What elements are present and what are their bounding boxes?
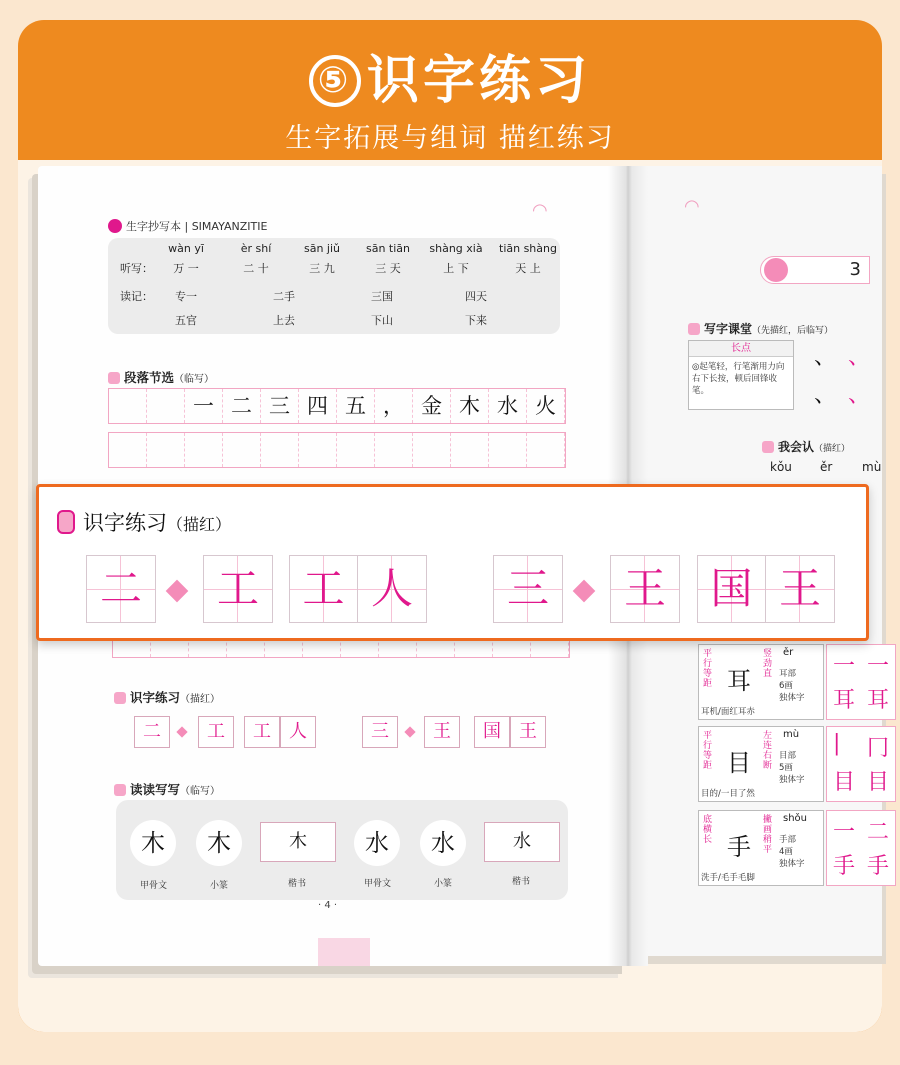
word-text: 下来 [465, 314, 487, 327]
hanzi-text: 三 九 [309, 262, 335, 275]
hanzi-text: 上 下 [443, 262, 469, 275]
practice-grid-empty [108, 432, 566, 468]
read-label: 读记： [120, 290, 153, 303]
trace-box-pair [697, 555, 835, 623]
pencil-icon [114, 784, 126, 796]
trace-box [203, 555, 273, 623]
char-card: 平行等距 耳 竖劲直 ěr 耳部 6画 独体字 耳机/面红耳赤 [698, 644, 824, 720]
word-text: 五官 [175, 314, 197, 327]
caption: 小篆 [210, 881, 229, 891]
word-text: 专一 [175, 290, 197, 303]
page-tab [318, 938, 370, 966]
logo-icon [108, 219, 122, 233]
grid-cell: 五 [337, 389, 375, 423]
trace-column: | 冂 目 目 [826, 726, 896, 802]
diamond-icon [573, 580, 596, 603]
caption: 甲骨文 [140, 881, 168, 891]
trace-char: 王 [766, 556, 834, 622]
banner-number: ⑤ [309, 55, 361, 107]
paragraph-title: 段落节选（临写） [108, 368, 214, 386]
practice-grid [108, 388, 566, 424]
mini-char: 人 [280, 716, 316, 748]
zoom-callout [36, 484, 869, 641]
mini-char: 王 [510, 716, 546, 748]
caption: 楷书 [288, 879, 307, 889]
grid-cell: 金 [413, 389, 451, 423]
trace-char: 王 [611, 556, 679, 622]
writing-class-title: 写字课堂（先描红，后临写） [688, 320, 833, 337]
trace-box [86, 555, 156, 623]
stroke-sample: 、 [814, 383, 837, 408]
right-page-number: 3 [760, 256, 870, 284]
page-number: · 4 · [318, 900, 338, 911]
grid-cell: ， [375, 389, 413, 423]
hanzi-text: 天 上 [515, 262, 541, 275]
trace-char: 工 [204, 556, 272, 622]
banner-title [0, 38, 900, 113]
trace-char: 国 [698, 556, 766, 622]
banner-subtitle: 生字拓展与组词 描红练习 [285, 123, 615, 154]
hanzi-text: 万 一 [173, 262, 199, 275]
header-en: SIMAYANZITIE [191, 220, 268, 233]
char-card: 底横长 手 撇画稍平 shǒu 手部 4画 独体字 洗手/毛手毛脚 [698, 810, 824, 886]
rainbow-icon: ◠ [684, 196, 700, 217]
grid-cell: 四 [299, 389, 337, 423]
mini-char: 三 [362, 716, 398, 748]
mini-char: 二 [134, 716, 170, 748]
trace-column: 一 二 手 手 [826, 810, 896, 886]
grid-cell: 火 [527, 389, 565, 423]
recognize-title: 我会认（描红） [762, 438, 850, 455]
caption: 小篆 [434, 879, 453, 889]
pencil-icon [762, 441, 774, 453]
stroke-desc: ◎起笔轻，行笔渐用力向右下长按，顿后回锋收笔。 [692, 362, 785, 396]
grid-cell: 三 [261, 389, 299, 423]
diamond-icon [166, 580, 189, 603]
stroke-trace: 、 [848, 383, 871, 408]
trace-char: 二 [87, 556, 155, 622]
pinyin-text: ěr [820, 460, 833, 474]
pinyin-text: mù [862, 460, 882, 474]
stroke-card [688, 340, 794, 410]
mini-char: 国 [474, 716, 510, 748]
trace-box [610, 555, 680, 623]
caption: 楷书 [512, 877, 531, 887]
pinyin-section [108, 238, 560, 334]
word-text: 三国 [371, 290, 393, 303]
pinyin-text: kǒu [770, 460, 792, 474]
trace-char: 人 [358, 556, 426, 622]
mini-char: 王 [424, 716, 460, 748]
mini-char: 工 [198, 716, 234, 748]
callout-title: 识字练习（描红） [57, 507, 231, 537]
oracle-glyph: 木 [130, 820, 176, 866]
read-write-title: 读读写写（临写） [114, 780, 220, 798]
stroke-sample: 、 [814, 345, 837, 370]
trace-char: 三 [494, 556, 562, 622]
grid-cell: 木 [451, 389, 489, 423]
pencil-icon [108, 372, 120, 384]
char-card: 平行等距 目 左连右断 mù 目部 5画 独体字 目的/一目了然 [698, 726, 824, 802]
word-text: 上去 [273, 314, 295, 327]
pinyin-text: tiān shàng [499, 242, 557, 255]
banner-title-text: 识字练习 [366, 51, 591, 111]
word-text: 下山 [371, 314, 393, 327]
seal-glyph: 木 [196, 820, 242, 866]
regular-glyph: 木 [260, 822, 336, 862]
stroke-trace: 、 [848, 345, 871, 370]
regular-glyph: 水 [484, 822, 560, 862]
pinyin-text: wàn yī [168, 242, 204, 255]
pinyin-text: shàng xià [429, 242, 483, 255]
mini-practice-title: 识字练习（描红） [114, 688, 220, 706]
header-title: 生字抄写本 [126, 220, 181, 233]
trace-box-pair [289, 555, 427, 623]
hanzi-text: 三 天 [375, 262, 401, 275]
grid-cell [109, 389, 147, 423]
grid-cell [147, 389, 185, 423]
caption: 甲骨文 [364, 879, 392, 889]
mini-char: 工 [244, 716, 280, 748]
grid-cell: 一 [185, 389, 223, 423]
flower-icon [764, 258, 788, 282]
grid-cell: 水 [489, 389, 527, 423]
stroke-name: 长点 [689, 341, 793, 357]
hanzi-text: 二 十 [243, 262, 269, 275]
pinyin-text: sān tiān [365, 242, 411, 255]
grid-cell: 二 [223, 389, 261, 423]
pencil-icon [688, 323, 700, 335]
listen-label: 听写： [120, 262, 153, 275]
word-text: 四天 [465, 290, 487, 303]
trace-column: 一 一 耳 耳 [826, 644, 896, 720]
page-header: 生字抄写本 | SIMAYANZITIE [108, 218, 267, 234]
oracle-glyph: 水 [354, 820, 400, 866]
word-text: 二手 [273, 290, 295, 303]
rainbow-icon: ◠ [532, 200, 548, 221]
pinyin-text: sān jiǔ [303, 242, 341, 255]
pencil-icon [57, 510, 75, 534]
trace-char: 工 [290, 556, 358, 622]
pencil-icon [114, 692, 126, 704]
seal-glyph: 水 [420, 820, 466, 866]
pinyin-text: èr shí [240, 242, 272, 255]
trace-box [493, 555, 563, 623]
